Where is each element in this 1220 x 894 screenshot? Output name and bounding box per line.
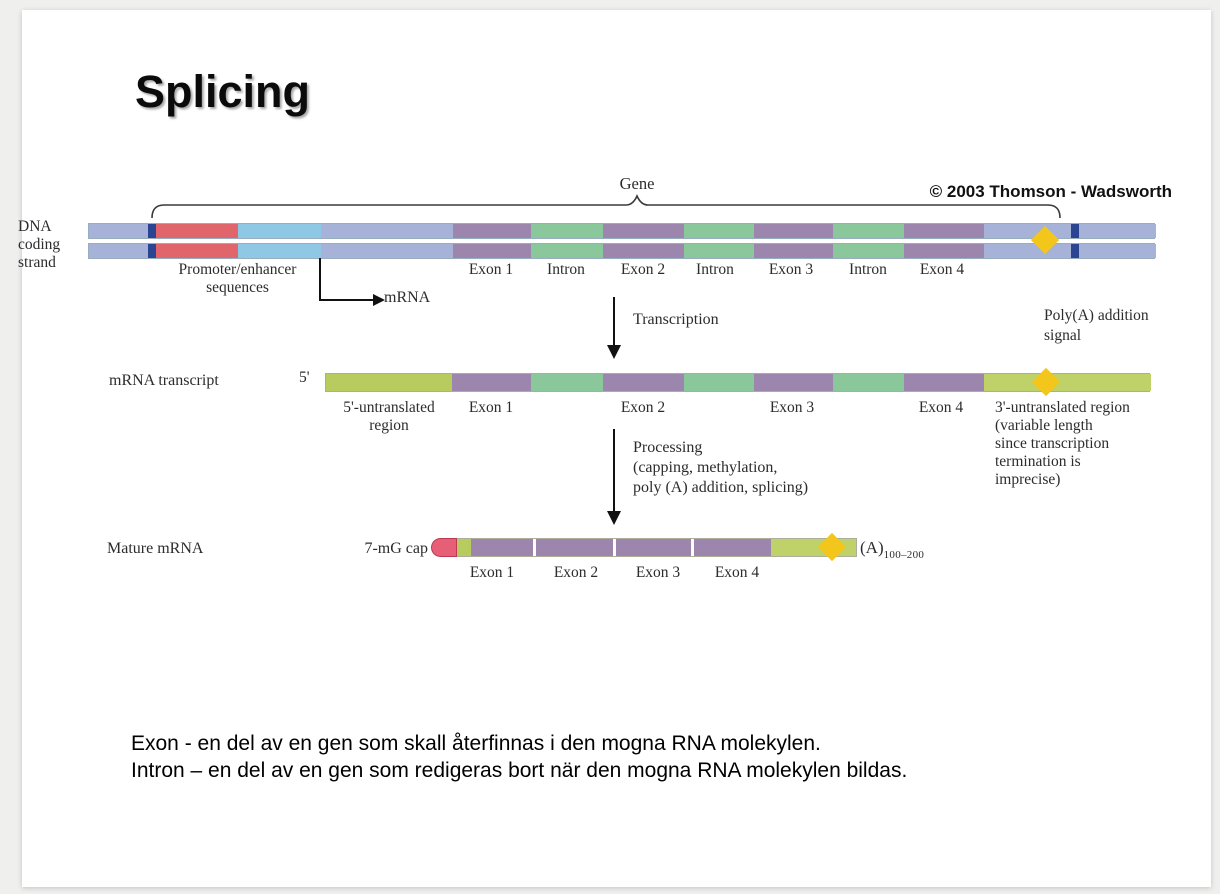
exon-4-segment <box>904 244 984 258</box>
dna-exon2-label: Exon 2 <box>620 261 666 278</box>
mature-mrna-label: Mature mRNA <box>107 540 204 557</box>
processing-arrow-icon <box>607 429 621 525</box>
flank-upstream-segment <box>321 244 453 258</box>
exon-definition: Exon - en del av en gen som skall återfinnas i den mogna RNA molekylen. <box>131 732 821 755</box>
exon-1-segment <box>453 224 531 238</box>
transcript-exon4-label: Exon 4 <box>918 399 964 416</box>
definitions-text <box>131 730 907 784</box>
promoter-segment <box>156 244 238 258</box>
exon-4-segment <box>904 224 984 238</box>
transcription-arrow-icon <box>607 297 621 359</box>
boundary-right-segment <box>1071 244 1079 258</box>
dna-strand-top <box>88 223 1155 239</box>
transcript-exon3-label: Exon 3 <box>769 399 815 416</box>
dna-exon3-label: Exon 3 <box>768 261 814 278</box>
slide-title: Splicing <box>135 66 311 117</box>
mrna-transcript-strand <box>325 373 1150 392</box>
boundary-right-segment <box>1071 224 1079 238</box>
mature-exon3-label: Exon 3 <box>635 564 681 581</box>
utr3-label: 3'-untranslated region (variable length since transcription termination is imprecise) <box>995 399 1130 488</box>
dna-strand <box>88 223 1155 259</box>
intron-2-segment <box>684 374 754 391</box>
utr3-segment <box>984 374 1151 391</box>
flank-downstream-segment <box>984 224 1071 238</box>
exon-3-segment <box>616 539 691 556</box>
polya-addition-signal-label: Poly(A) addition signal <box>1044 307 1149 344</box>
promoter-segment <box>156 224 238 238</box>
intron-3-segment <box>833 244 904 258</box>
boundary-left-segment <box>148 224 156 238</box>
flank-left-segment <box>89 224 148 238</box>
exon-3-segment <box>754 224 833 238</box>
intron-3-segment <box>833 374 904 391</box>
exon-3-segment <box>754 374 833 391</box>
exon-1-segment <box>453 244 531 258</box>
polya-tail-label: $(A)_{100-200}$ <box>860 538 925 561</box>
promoter-enhancer-label: Promoter/enhancer sequences <box>178 261 297 296</box>
mature-exon2-label: Exon 2 <box>553 564 599 581</box>
intron-1-segment <box>531 374 603 391</box>
cap-linker-segment <box>457 539 471 556</box>
mrna-arrow-label: mRNA <box>384 289 431 306</box>
mrna-transcript-label: mRNA transcript <box>109 372 219 389</box>
dna-intron2-label: Intron <box>696 261 734 278</box>
transcript-exon1-label: Exon 1 <box>468 399 514 416</box>
copyright-text: © 2003 Thomson - Wadsworth <box>929 182 1172 201</box>
mature-exon1-label: Exon 1 <box>469 564 515 581</box>
exon-1-segment <box>452 374 531 391</box>
cap-label: 7-mG cap <box>364 540 428 557</box>
flank-downstream-segment <box>984 244 1071 258</box>
seven-mg-cap <box>431 538 457 557</box>
dna-strand-bottom <box>88 243 1155 259</box>
dna-exon1-label: Exon 1 <box>468 261 514 278</box>
boundary-left-segment <box>148 244 156 258</box>
enhancer-segment <box>238 224 321 238</box>
exon-2-segment <box>603 244 684 258</box>
dna-exon4-label: Exon 4 <box>919 261 965 278</box>
gene-label: Gene <box>619 174 655 193</box>
flank-right-segment <box>1079 224 1156 238</box>
transcription-label: Transcription <box>633 311 719 328</box>
flank-upstream-segment <box>321 224 453 238</box>
intron-2-segment <box>684 224 754 238</box>
mature-mrna-strand <box>456 538 857 557</box>
dna-coding-strand-label: DNA coding strand <box>18 218 61 271</box>
intron-2-segment <box>684 244 754 258</box>
processing-label: Processing (capping, methylation, poly (A) addition, splicing) <box>633 439 809 496</box>
exon-2-segment <box>603 374 684 391</box>
exon-1-segment <box>471 539 533 556</box>
exon-2-segment <box>536 539 613 556</box>
flank-left-segment <box>89 244 148 258</box>
intron-definition: Intron – en del av en gen som redigeras bort när den mogna RNA molekylen bildas. <box>131 759 908 782</box>
five-prime-label: 5' <box>299 369 310 386</box>
exon-4-segment <box>694 539 771 556</box>
dna-intron1-label: Intron <box>547 261 585 278</box>
utr5-label: 5'-untranslated region <box>343 399 435 434</box>
mrna-start-arrow-icon <box>317 258 393 308</box>
exon-4-segment <box>904 374 984 391</box>
flank-right-segment <box>1079 244 1156 258</box>
exon-2-segment <box>603 224 684 238</box>
mature-exon4-label: Exon 4 <box>714 564 760 581</box>
utr5-segment <box>326 374 452 391</box>
exon-3-segment <box>754 244 833 258</box>
dna-intron3-label: Intron <box>849 261 887 278</box>
enhancer-segment <box>238 244 321 258</box>
transcript-exon2-label: Exon 2 <box>620 399 666 416</box>
intron-1-segment <box>531 224 603 238</box>
intron-3-segment <box>833 224 904 238</box>
intron-1-segment <box>531 244 603 258</box>
